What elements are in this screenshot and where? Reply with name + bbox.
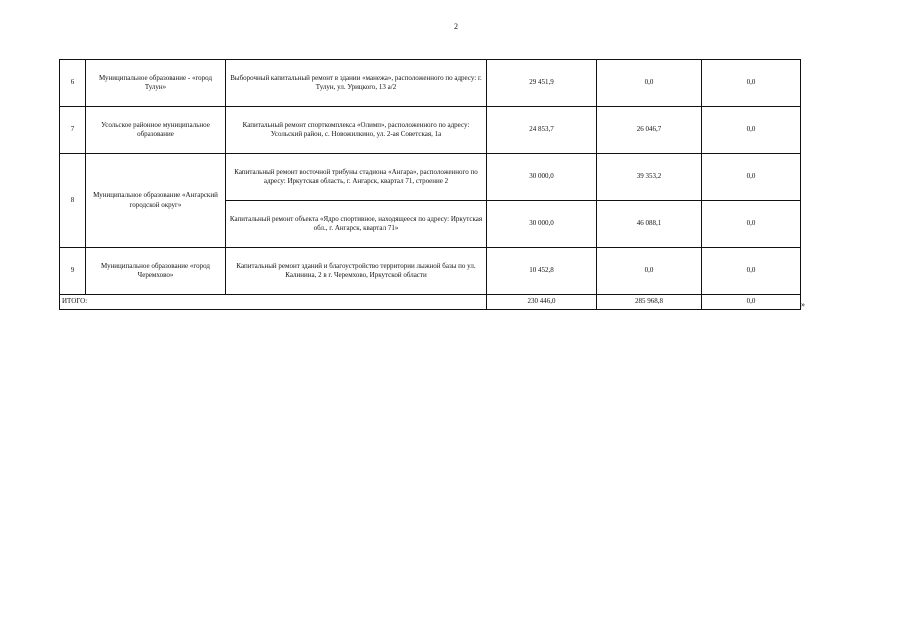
amount-cell-3: 0,0 — [702, 107, 801, 154]
amount-cell-3: 0,0 — [702, 248, 801, 295]
project-cell: Выборочный капитальный ремонт в здании «манежа», расположенного по адресу: г. Тулун, ул. Урицкого, 13 а/2 — [226, 60, 487, 107]
row-number: 8 — [60, 154, 86, 248]
project-cell: Капитальный ремонт спорткомплекса «Олимп», расположенного по адресу: Усольский район, с. Новожилкино, ул. 2-ая Советская, 1а — [226, 107, 487, 154]
amount-cell-2: 26 046,7 — [597, 107, 702, 154]
municipality-cell: Муниципальное образование «Ангарский городской округ» — [86, 154, 226, 248]
table-row — [60, 248, 801, 295]
amount-cell-1: 24 853,7 — [487, 107, 597, 154]
amount-cell-3: 0,0 — [702, 154, 801, 201]
amount-cell-2: 0,0 — [597, 248, 702, 295]
table-row — [60, 60, 801, 107]
amount-cell-3: 0,0 — [702, 60, 801, 107]
total-label: ИТОГО: — [60, 295, 487, 310]
amount-cell-1: 30 000,0 — [487, 154, 597, 201]
amount-cell-1: 29 451,9 — [487, 60, 597, 107]
page-number: 2 — [454, 22, 458, 31]
amount-cell-1: 10 452,8 — [487, 248, 597, 295]
total-amount-1: 230 446,0 — [487, 295, 597, 310]
row-number: 6 — [60, 60, 86, 107]
amount-cell-1: 30 000,0 — [487, 201, 597, 248]
funding-table — [59, 59, 801, 310]
amount-cell-2: 46 088,1 — [597, 201, 702, 248]
project-cell: Капитальный ремонт объекта «Ядро спортивное, находящееся по адресу: Иркутская обл., г. Ангарск, квартал 71» — [226, 201, 487, 248]
project-cell: Капитальный ремонт восточной трибуны стадиона «Ангара», расположенного по адресу: Иркутская область, г. Ангарск, квартал 71, строение 2 — [226, 154, 487, 201]
closing-quote-mark: » — [801, 300, 805, 309]
total-row — [60, 295, 801, 310]
table-row — [60, 107, 801, 154]
municipality-cell: Усольское районное муниципальное образование — [86, 107, 226, 154]
row-number: 9 — [60, 248, 86, 295]
total-amount-2: 285 968,8 — [597, 295, 702, 310]
municipality-cell: Муниципальное образование - «город Тулун» — [86, 60, 226, 107]
row-number: 7 — [60, 107, 86, 154]
table-row — [60, 154, 801, 201]
amount-cell-3: 0,0 — [702, 201, 801, 248]
municipality-cell: Муниципальное образование «город Черемхово» — [86, 248, 226, 295]
total-amount-3: 0,0 — [702, 295, 801, 310]
amount-cell-2: 0,0 — [597, 60, 702, 107]
project-cell: Капитальный ремонт зданий и благоустройство территории лыжной базы по ул. Калинина, 2 в г. Черемхово, Иркутской области — [226, 248, 487, 295]
amount-cell-2: 39 353,2 — [597, 154, 702, 201]
